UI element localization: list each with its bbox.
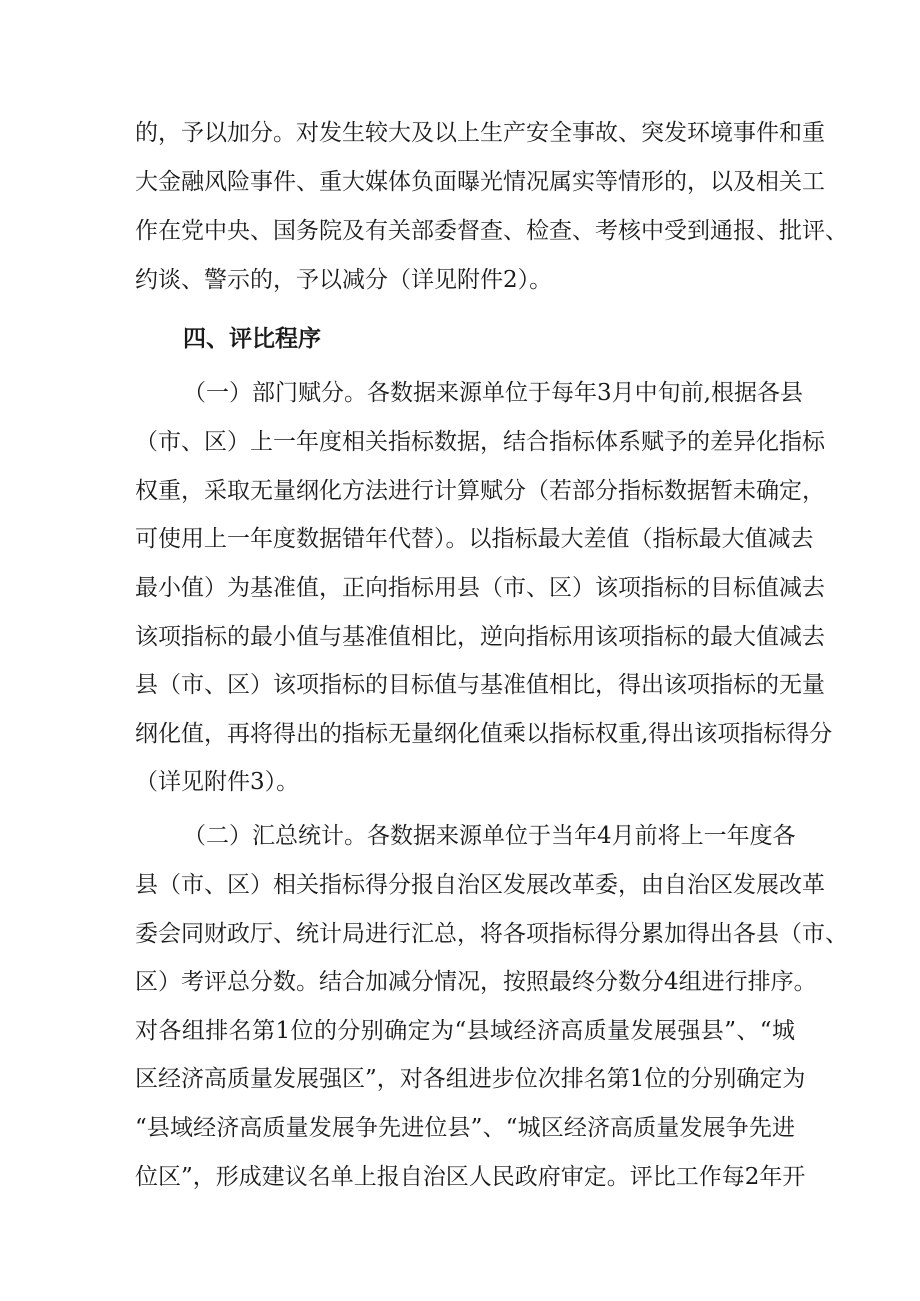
text-line: “县域经济高质量发展争先进位县”、“城区经济高质量发展争先进 [135,1115,795,1141]
text-line: 大金融风险事件、重大媒体负面曝光情况属实等情形的，以及相关工 [135,169,825,195]
text-line: 最小值）为基准值，正向指标用县（市、区）该项指标的目标值减去 [135,575,825,601]
text-line: （详见附件3）。 [135,769,300,795]
text-line: 对各组排名第1位的分别确定为“县域经济高质量发展强县”、“城 [135,1018,795,1044]
text-line: 委会同财政厅、统计局进行汇总，将各项指标得分累加得出各县（市、 [135,921,848,947]
text-line: 县（市、区）该项指标的目标值与基准值相比，得出该项指标的无量 [135,672,825,698]
text-line: 位区”，形成建议名单上报自治区人民政府审定。评比工作每2年开 [135,1164,806,1190]
text-line: 可使用上一年度数据错年代替）。以指标最大差值（指标最大值减去 [135,526,814,552]
section-heading: 四、评比程序 [183,326,321,352]
text-line: 该项指标的最小值与基准值相比，逆向指标用该项指标的最大值减去 [135,624,825,650]
text-line: （一）部门赋分。各数据来源单位于每年3月中旬前,根据各县 [183,380,803,406]
text-line: 约谈、警示的，予以减分（详见附件2）。 [135,267,553,293]
text-line: （二）汇总统计。各数据来源单位于当年4月前将上一年度各 [183,823,796,849]
text-line: 纲化值，再将得出的指标无量纲化值乘以指标权重,得出该项指标得分 [135,721,833,747]
text-line: 权重，采取无量纲化方法进行计算赋分（若部分指标数据暂未确定， [135,478,825,504]
text-line: 区）考评总分数。结合加减分情况，按照最终分数分4组进行排序。 [135,969,817,995]
text-line: 的，予以加分。对发生较大及以上生产安全事故、突发环境事件和重 [135,120,825,146]
text-line: 县（市、区）相关指标得分报自治区发展改革委，由自治区发展改革 [135,872,825,898]
text-line: （市、区）上一年度相关指标数据，结合指标体系赋予的差异化指标 [135,429,825,455]
text-line: 作在党中央、国务院及有关部委督查、检查、考核中受到通报、批评、 [135,218,848,244]
text-line: 区经济高质量发展强区”，对各组进步位次排名第1位的分别确定为 [135,1066,806,1092]
